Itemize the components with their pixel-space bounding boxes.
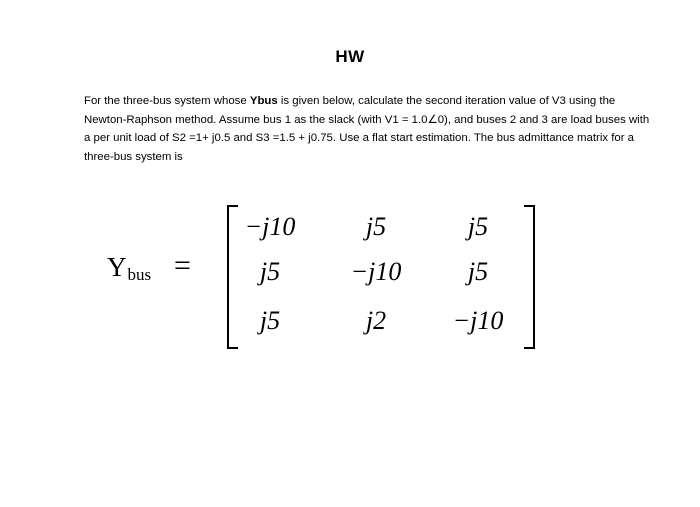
problem-text-part-1: For the three-bus system whose <box>84 95 250 107</box>
matrix-cell-r3c1: j5 <box>259 306 281 335</box>
matrix-cell-r3c2: j2 <box>365 306 387 335</box>
lhs-symbol: Y <box>107 252 127 282</box>
equals-sign: = <box>174 249 191 282</box>
matrix-cell-r1c1: −j10 <box>244 212 296 241</box>
ybus-bold-term: Ybus <box>249 95 278 107</box>
problem-text-part-3: 0), and buses 2 and 3 are load buses with a per unit load of S2 =1+ j0.5 and S3 =1.5 + j0.75. Use a flat start estimation. The bus admittance matrix for a three-bus system is <box>84 113 650 163</box>
lhs-subscript: bus <box>127 265 152 284</box>
matrix-cell-r3c3: −j10 <box>452 306 504 335</box>
problem-text-part-2: is given below, calculate the second iteration value of V3 using the Newton-Raphson method. Assume bus 1 as the slack (with V1 = 1.0 <box>84 95 616 126</box>
angle-symbol: ∠ <box>427 113 438 126</box>
matrix-cell-r2c2: −j10 <box>350 257 402 286</box>
equation-lhs <box>107 252 151 285</box>
matrix-right-bracket <box>524 205 535 349</box>
matrix-cell-r2c1: j5 <box>259 257 281 286</box>
matrix-cell-r2c3: j5 <box>467 257 489 286</box>
matrix-cell-r1c3: j5 <box>467 212 489 241</box>
matrix-cell-r1c2: j5 <box>365 212 387 241</box>
page-title: HW <box>335 47 365 66</box>
